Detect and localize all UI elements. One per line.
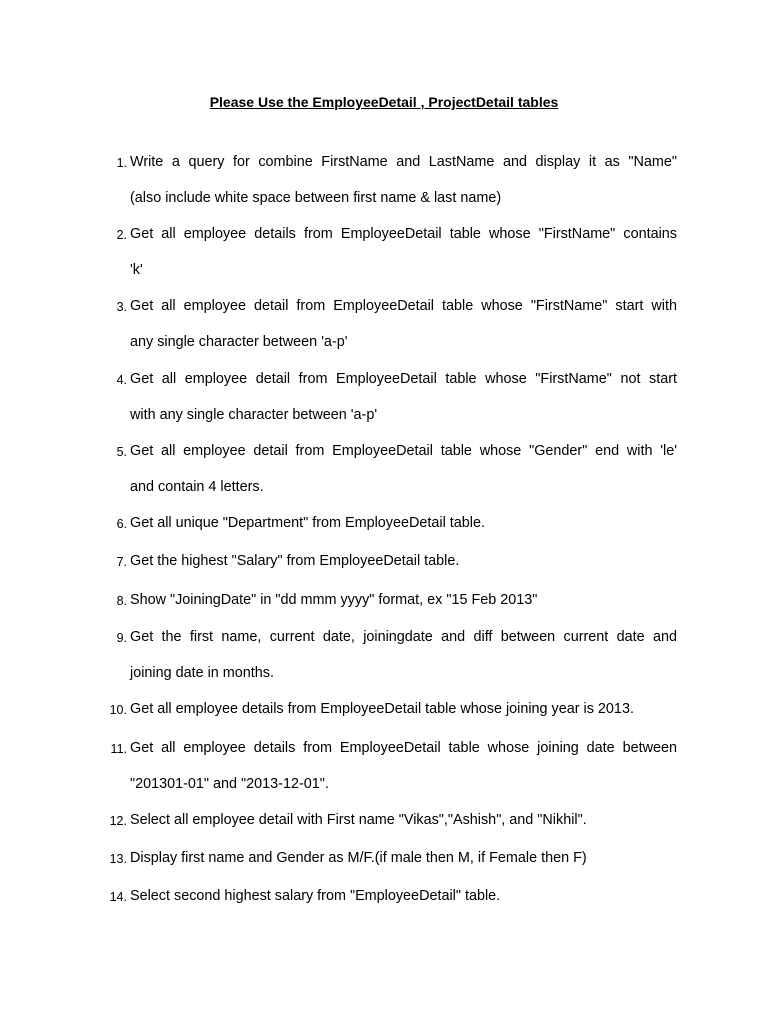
item-text	[130, 552, 677, 570]
item-number: 2.	[116, 228, 127, 242]
item-line: (also include white space between first name & last name)	[130, 190, 502, 206]
list-item	[100, 811, 677, 829]
list-item	[100, 700, 677, 718]
item-line: any single character between 'a-p'	[130, 334, 348, 350]
item-line: Get the first name, current date, joiningdate and diff between current date and	[130, 629, 677, 645]
item-text	[130, 887, 677, 905]
item-number: 10.	[109, 703, 127, 717]
item-number: 3.	[116, 300, 127, 314]
item-text	[130, 849, 677, 867]
list-item	[100, 514, 677, 532]
item-line: Select all employee detail with First name "Vikas","Ashish", and "Nikhil".	[130, 812, 587, 828]
list-item	[100, 591, 677, 609]
item-line: Get the highest "Salary" from EmployeeDetail table.	[130, 553, 460, 569]
item-line: joining date in months.	[130, 665, 274, 681]
item-text	[130, 628, 677, 682]
item-text	[130, 297, 677, 351]
item-number: 13.	[109, 852, 127, 866]
list-item	[100, 552, 677, 570]
item-line: Show "JoiningDate" in "dd mmm yyyy" format, ex "15 Feb 2013"	[130, 592, 538, 608]
item-text	[130, 700, 677, 718]
item-line: with any single character between 'a-p'	[130, 407, 378, 423]
item-line: Select second highest salary from "EmployeeDetail" table.	[130, 888, 501, 904]
list-item	[100, 739, 677, 793]
list-item	[100, 370, 677, 424]
item-number: 8.	[116, 594, 127, 608]
list-item	[100, 225, 677, 279]
item-text	[130, 811, 677, 829]
item-number: 11.	[110, 742, 127, 756]
item-text	[130, 591, 677, 609]
item-line: Get all employee detail from EmployeeDetail table whose "FirstName" not start	[130, 371, 677, 387]
item-text	[130, 153, 677, 207]
item-line: Write a query for combine FirstName and LastName and display it as "Name"	[130, 154, 677, 170]
item-number: 6.	[116, 517, 127, 531]
item-line: Get all employee details from EmployeeDetail table whose joining year is 2013.	[130, 701, 634, 717]
item-line: 'k'	[130, 262, 143, 278]
item-text	[130, 442, 677, 496]
list-item	[100, 887, 677, 905]
item-line: Get all employee details from EmployeeDetail table whose "FirstName" contains	[130, 226, 677, 242]
item-text	[130, 370, 677, 424]
item-number: 5.	[116, 445, 127, 459]
list-item	[100, 297, 677, 351]
item-number: 4.	[116, 373, 127, 387]
item-number: 1.	[116, 156, 127, 170]
item-line: Get all employee details from EmployeeDetail table whose joining date between	[130, 740, 677, 756]
list-item	[100, 153, 677, 207]
item-number: 14.	[109, 890, 127, 904]
item-line: Get all employee detail from EmployeeDetail table whose "Gender" end with 'le'	[130, 443, 677, 459]
item-line: "201301-01" and "2013-12-01".	[130, 776, 329, 792]
item-line: Get all unique "Department" from EmployeeDetail table.	[130, 515, 485, 531]
list-item	[100, 442, 677, 496]
document-title: Please Use the EmployeeDetail , ProjectDetail tables	[209, 94, 559, 110]
list-item	[100, 628, 677, 682]
item-text	[130, 739, 677, 793]
item-text	[130, 514, 677, 532]
item-line: Get all employee detail from EmployeeDetail table whose "FirstName" start with	[130, 298, 677, 314]
item-text	[130, 225, 677, 279]
item-number: 9.	[116, 631, 127, 645]
list-item	[100, 849, 677, 867]
item-number: 7.	[116, 555, 127, 569]
item-number: 12.	[109, 814, 127, 828]
item-line: Display first name and Gender as M/F.(if male then M, if Female then F)	[130, 850, 587, 866]
item-line: and contain 4 letters.	[130, 479, 264, 495]
